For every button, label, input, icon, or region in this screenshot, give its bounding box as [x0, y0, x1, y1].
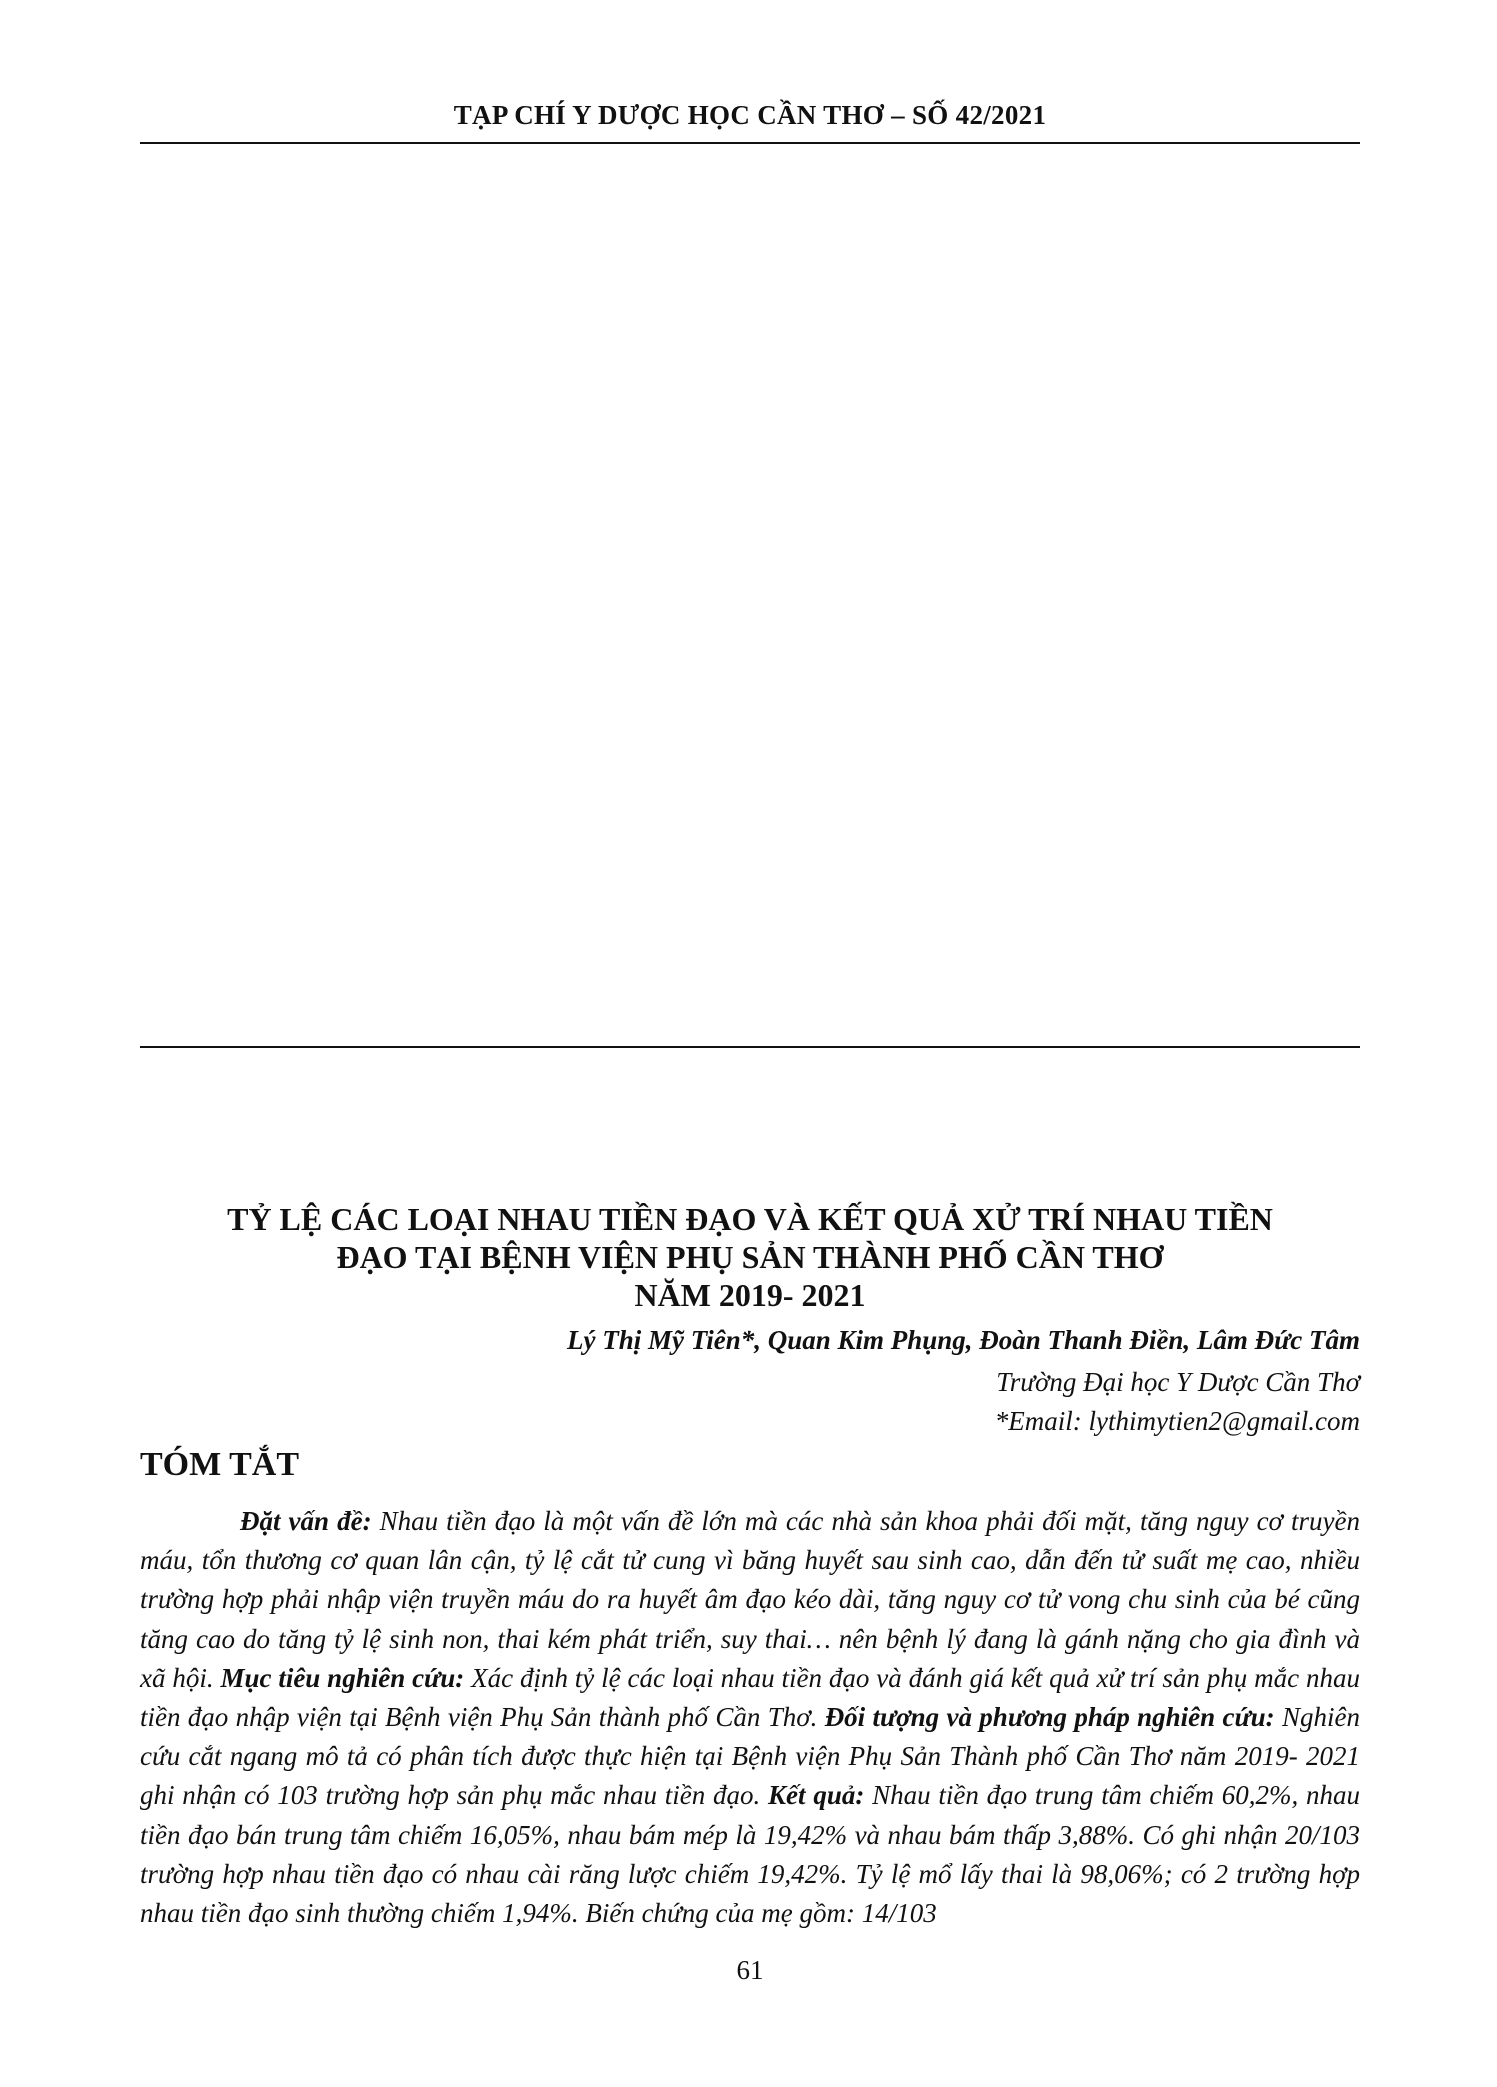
abstract-text-background: Nhau tiền đạo là một vấn đề lớn mà các nhà sản khoa phải đối mặt, tăng nguy cơ truyền máu, tổn thương cơ quan lân cận, tỷ lệ cắt tử cung vì băng huyết sau sinh cao, dẫn đến tử suất mẹ cao, nhiều trường hợp phải nhập viện truyền máu do ra huyết âm đạo kéo dài, tăng nguy cơ tử vong chu sinh của bé cũng tăng cao do tăng tỷ lệ sinh non, thai kém phát triển, suy thai… nên bệnh lý đang là gánh nặng cho gia đình và xã hội. [140, 1506, 1360, 1693]
abstract-paragraph [140, 1502, 1360, 1933]
abstract-heading-methods: Đối tượng và phương pháp nghiên cứu: [824, 1702, 1275, 1733]
page-number: 61 [736, 1955, 764, 1985]
article-title [140, 1200, 1360, 1314]
author-list: Lý Thị Mỹ Tiên*, Quan Kim Phụng, Đoàn Thanh Điền, Lâm Đức Tâm [566, 1325, 1360, 1355]
abstract-text-methods: Nghiên cứu cắt ngang mô tả có phân tích được thực hiện tại Bệnh viện Phụ Sản Thành phố Cần Thơ năm 2019- 2021 ghi nhận có 103 trường hợp sản phụ mắc nhau tiền đạo. [140, 1702, 1360, 1811]
separator-rule [140, 1046, 1360, 1048]
title-line: NĂM 2019- 2021 [634, 1277, 866, 1313]
title-line: TỶ LỆ CÁC LOẠI NHAU TIỀN ĐẠO VÀ KẾT QUẢ XỬ TRÍ NHAU TIỀN [227, 1201, 1273, 1237]
journal-header: TẠP CHÍ Y DƯỢC HỌC CẦN THƠ – SỐ 42/2021 [453, 100, 1047, 130]
affiliation: Trường Đại học Y Dược Cần Thơ [996, 1367, 1360, 1397]
abstract-heading-results: Kết quả: [768, 1780, 865, 1811]
abstract-text-objectives: Xác định tỷ lệ các loại nhau tiền đạo và đánh giá kết quả xử trí sản phụ mắc nhau tiền đạo nhập viện tại Bệnh viện Phụ Sản thành phố Cần Thơ. [140, 1662, 1360, 1733]
abstract-text-results: Nhau tiền đạo trung tâm chiếm 60,2%, nhau tiền đạo bán trung tâm chiếm 16,05%, nhau bám mép là 19,42% và nhau bám thấp 3,88%. Có ghi nhận 20/103 trường hợp nhau tiền đạo có nhau cài răng lược chiếm 19,42%. Tỷ lệ mổ lấy thai là 98,06%; có 2 trường hợp nhau tiền đạo sinh thường chiếm 1,94%. Biến chứng của mẹ gồm: 14/103 [140, 1780, 1360, 1929]
section-heading: TÓM TẮT [140, 1446, 300, 1483]
title-line: ĐẠO TẠI BỆNH VIỆN PHỤ SẢN THÀNH PHỐ CẦN THƠ [336, 1239, 1164, 1275]
abstract-heading-background: Đặt vấn đề: [240, 1506, 372, 1536]
header-rule [140, 142, 1360, 144]
abstract-heading-objectives: Mục tiêu nghiên cứu: [220, 1662, 465, 1693]
contact-email: *Email: lythimytien2@gmail.com [994, 1406, 1360, 1436]
